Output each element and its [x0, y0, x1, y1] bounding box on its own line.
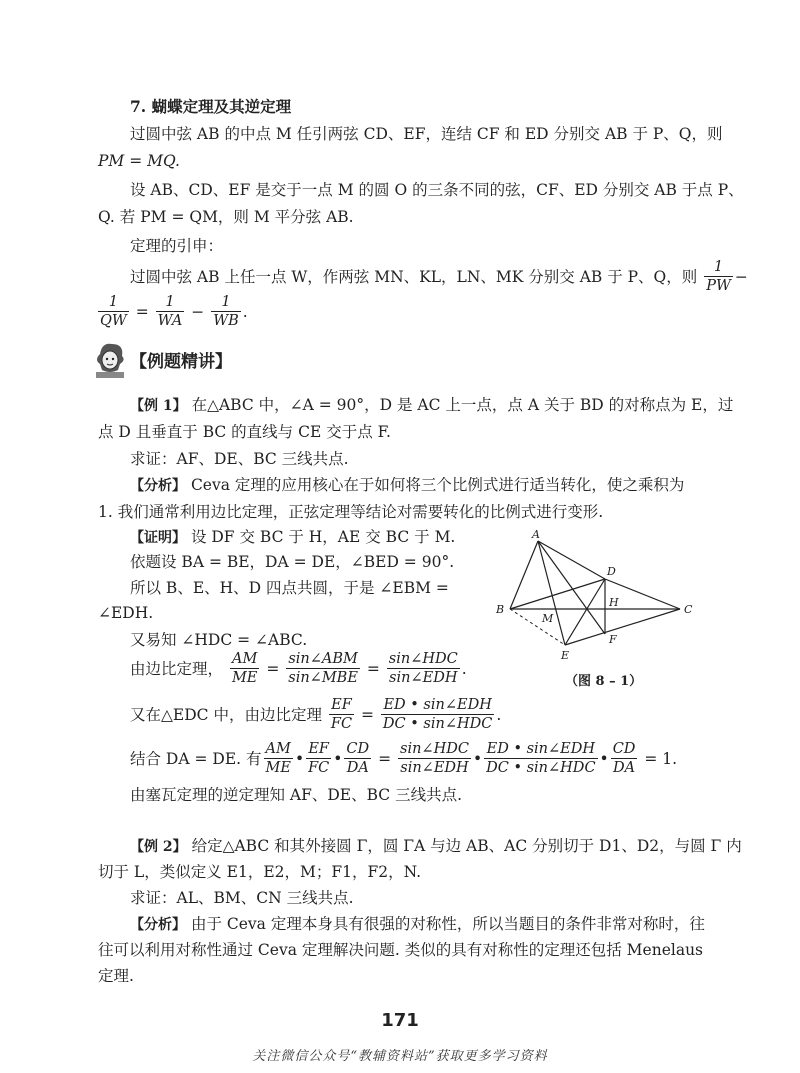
- fraction: [286, 650, 360, 687]
- fraction: [156, 293, 185, 330]
- denominator: WB: [213, 313, 239, 329]
- denominator: sin∠EDH: [389, 670, 458, 686]
- paragraph: 定理.: [98, 967, 134, 985]
- numerator: ED • sin∠EDH: [381, 696, 494, 715]
- footer-note: 关注微信公众号“教辅资料站”获取更多学习资料: [252, 1049, 548, 1064]
- example-text: 在△ABC 中，∠A = 90°，D 是 AC 上一点，点 A 关于 BD 的对称点为 E，过: [191, 396, 734, 414]
- denominator: ME: [265, 760, 291, 776]
- denominator: PW: [706, 278, 731, 294]
- segment-bd: [510, 579, 605, 609]
- lemma-line: 过圆中弦 AB 上任一点 W，作两弦 MN、KL，LN、MK 分别交 AB 于 P、Q，则 $\frac{1}{PW}$ −: [130, 259, 748, 294]
- paragraph: 点 D 且垂直于 BC 的直线与 CE 交于点 F.: [98, 423, 391, 441]
- label-b: B: [496, 603, 505, 616]
- proof-text: 设 DF 交 BC 于 H，AE 交 BC 于 M.: [190, 528, 456, 546]
- numerator: 1: [211, 293, 241, 312]
- denominator: QW: [100, 313, 127, 329]
- prove-statement: 求证：AF、DE、BC 三线共点.: [130, 450, 349, 468]
- example-text: 给定△ABC 和其外接圆 Γ，圆 ΓA 与边 AB、AC 分别切于 D1、D2，与圆 Γ 内: [191, 837, 742, 855]
- equation-result: = 1.: [644, 749, 678, 768]
- equation-prefix: 结合 DA = DE. 有: [130, 749, 262, 768]
- fraction: [611, 740, 638, 777]
- numerator: sin∠ABM: [286, 650, 360, 669]
- label-c: C: [684, 603, 693, 616]
- proof-equation-2: 又在△EDC 中，由边比定理 $\frac{EF}{FC}$ = $\frac{\text{ED • sin∠EDH}}{\text{DC • sin∠HDC}}$ .: [130, 697, 502, 732]
- denominator: FC: [330, 716, 353, 732]
- paragraph: Q. 若 PM = QM，则 M 平分弦 AB.: [98, 208, 354, 226]
- proof-line: 所以 B、E、H、D 四点共圆，于是 ∠EBM =: [130, 579, 449, 597]
- numerator: EF: [306, 740, 331, 759]
- fraction: [306, 740, 331, 777]
- segment-ab: [510, 541, 538, 609]
- example2-statement: [130, 836, 742, 857]
- denominator: DA: [346, 760, 369, 776]
- paragraph: PM = MQ.: [98, 152, 180, 170]
- proof-equation-3: 结合 DA = DE. 有 $\frac{AM}{ME}$ • $\frac{EF}{FC}$ • $\frac{CD}{DA}$ = $\frac{\text{sin∠HDC}}{\text{sin∠EDH}}$ • $\frac{\text{ED • sin∠EDH}}{\text{DC • sin∠HDC}}$ • $\frac{CD}{DA}$ = 1.: [130, 741, 678, 776]
- example1-statement: [130, 395, 733, 416]
- proof-line: 依题设 BA = BE，DA = DE，∠BED = 90°.: [130, 553, 455, 571]
- figure-caption: （图 8 – 1）: [565, 674, 643, 689]
- numerator: ED • sin∠EDH: [484, 740, 597, 759]
- analysis: [130, 914, 705, 935]
- proof-line: 又易知 ∠HDC = ∠ABC.: [130, 631, 308, 649]
- paragraph: 定理的引申：: [130, 237, 224, 255]
- label-h: H: [609, 596, 619, 609]
- numerator: AM: [264, 740, 293, 759]
- numerator: AM: [230, 650, 259, 669]
- fraction: [230, 650, 259, 687]
- numerator: CD: [612, 741, 636, 757]
- numerator: 1: [156, 293, 185, 312]
- analysis-text: 由于 Ceva 定理本身具有很强的对称性，所以当题目的条件非常对称时，往: [190, 915, 705, 933]
- denominator: ME: [231, 670, 258, 686]
- analysis-text: Ceva 定理的应用核心在于如何将三个比例式进行适当转化，使之乘积为: [190, 476, 685, 494]
- fraction: [398, 740, 471, 777]
- segment-ed: [565, 579, 605, 645]
- fraction: [344, 740, 371, 777]
- paragraph: 设 AB、CD、EF 是交于一点 M 的圆 O 的三条不同的弦，CF、ED 分别交 AB 于点 P、: [130, 181, 744, 199]
- example-label: 【例 2】: [130, 839, 187, 855]
- denominator: FC: [308, 760, 330, 776]
- denominator: DA: [613, 760, 636, 776]
- paragraph: 切于 L，类似定义 E1，E2，M；F1，F2，N.: [98, 863, 422, 881]
- example-label: 【例 1】: [130, 398, 187, 414]
- fraction: [704, 258, 733, 295]
- analysis-label: 【分析】: [130, 478, 186, 494]
- fraction: [387, 650, 460, 687]
- numerator: sin∠HDC: [388, 651, 458, 667]
- label-d: D: [607, 565, 616, 578]
- denominator: sin∠EDH: [400, 760, 469, 776]
- paragraph: 往可以利用对称性通过 Ceva 定理解决问题. 类似的具有对称性的定理还包括 Menelaus: [98, 941, 704, 959]
- paragraph: 过圆中弦 AB 的中点 M 任引两弦 CD、EF，连结 CF 和 ED 分别交 AB 于 P、Q，则: [130, 125, 723, 143]
- fraction: [264, 740, 293, 777]
- fraction: [211, 293, 241, 330]
- numerator: sin∠HDC: [400, 741, 469, 757]
- student-mascot-icon: [92, 340, 128, 380]
- denominator: DC • sin∠HDC: [382, 716, 493, 732]
- label-f: F: [609, 633, 617, 646]
- analysis: [130, 475, 684, 496]
- proof-equation-1: 由边比定理， $\frac{AM}{ME}$ = $\frac{\text{sin∠ABM}}{\text{sin∠MBE}}$ = $\frac{\text{sin∠HDC}}{\text{sin∠EDH}}$ .: [130, 651, 467, 686]
- proof-line: ∠EDH.: [98, 604, 154, 622]
- equation-prefix: 由边比定理，: [130, 659, 224, 678]
- proof-label: 【证明】: [130, 530, 186, 546]
- fraction: [329, 696, 354, 733]
- numerator: CD: [346, 741, 370, 757]
- fraction: [98, 293, 129, 330]
- numerator: EF: [329, 696, 354, 715]
- denominator: sin∠MBE: [288, 670, 358, 686]
- label-a: A: [532, 530, 540, 541]
- label-e: E: [561, 649, 570, 662]
- examples-heading: 【例题精讲】: [130, 352, 232, 372]
- numerator: 1: [98, 293, 129, 312]
- proof-line: [130, 527, 455, 548]
- prove-statement: 求证：AL、BM、CN 三线共点.: [130, 889, 354, 907]
- lemma-line-2: $\frac{1}{QW}$ = $\frac{1}{WA}$ − $\frac{1}{WB}$ .: [100, 294, 248, 329]
- fraction: [381, 696, 494, 733]
- section-title: 7. 蝴蝶定理及其逆定理: [130, 97, 292, 116]
- lemma-text: 过圆中弦 AB 上任一点 W，作两弦 MN、KL，LN、MK 分别交 AB 于 P、Q，则: [130, 267, 698, 286]
- page-number: 171: [381, 1010, 419, 1031]
- denominator: DC • sin∠HDC: [486, 760, 596, 776]
- geometry-figure: [490, 530, 700, 665]
- paragraph: 1. 我们通常利用边比定理，正弦定理等结论对需要转化的比例式进行变形.: [98, 503, 604, 521]
- proof-conclusion: 由塞瓦定理的逆定理知 AF、DE、BC 三线共点.: [130, 786, 463, 804]
- analysis-label: 【分析】: [130, 917, 186, 933]
- equation-prefix: 又在△EDC 中，由边比定理: [130, 705, 322, 724]
- segment-ec: [565, 609, 680, 645]
- fraction: [484, 740, 597, 777]
- label-m: M: [542, 612, 554, 625]
- segment-ad: [538, 541, 605, 579]
- denominator: WA: [157, 313, 183, 329]
- numerator: 1: [704, 258, 733, 277]
